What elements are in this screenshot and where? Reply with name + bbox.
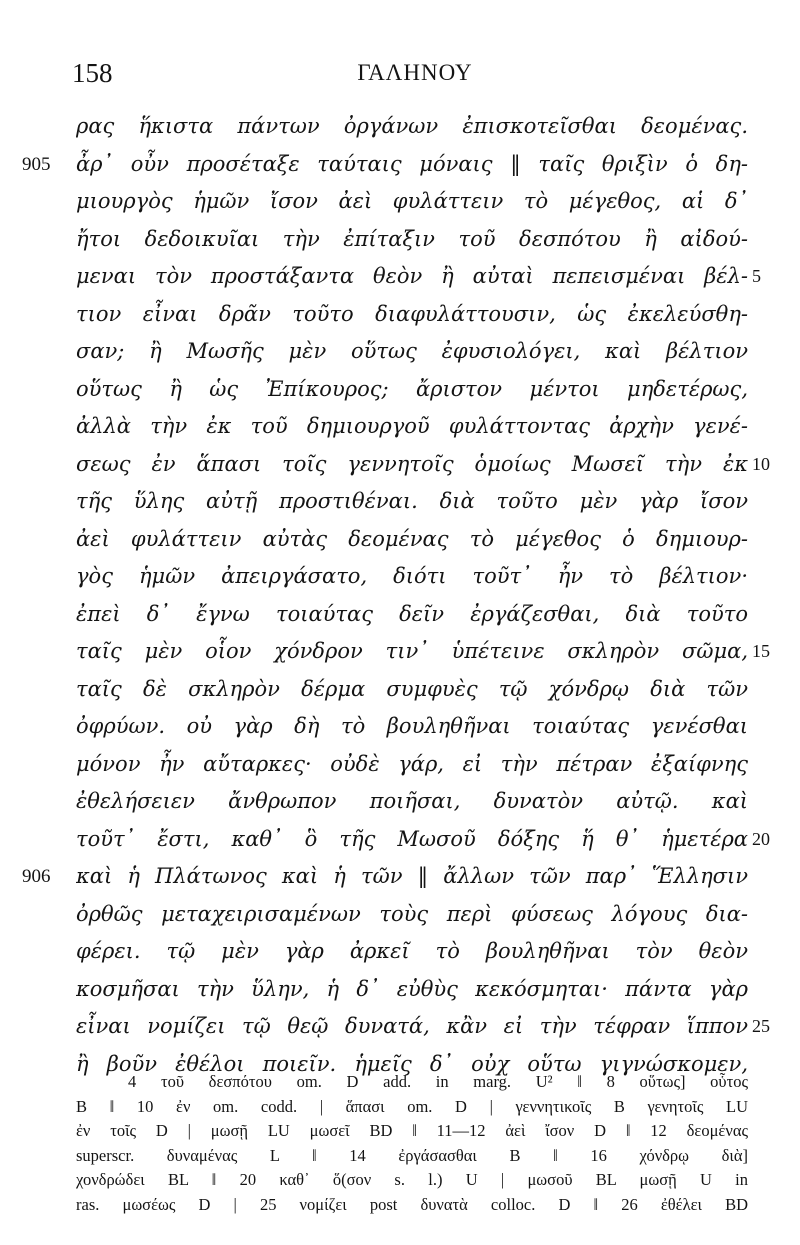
page-header [0,54,800,94]
apparatus-line [0,1168,800,1193]
text-line [0,483,800,521]
text-line [0,633,800,671]
text-line [0,521,800,559]
apparatus-line-content: χονδρώδει BL ‖ 20 καθ᾽ ὅ(σον s. l.) U | μωσοῦ BL μωσῇ U in [76,1170,748,1189]
running-head: ΓΑΛΗΝΟΥ [357,60,473,85]
apparatus-line [0,1193,800,1218]
text-line-content: ἆρ᾽ οὖν προσέταξε ταύταις μόναις ‖ ταῖς θριξὶν ὁ δη- [76,151,748,176]
text-line-content: ἐπεὶ δ᾽ ἔγνω τοιαύτας δεῖν ἐργάζεσθαι, διὰ τοῦτο [76,601,748,626]
text-line [0,221,800,259]
text-line-content: τοῦτ᾽ ἔστι, καθ᾽ ὃ τῆς Μωσοῦ δόξης ἥ θ᾽ ἡμετέρα [76,826,748,851]
critical-apparatus [0,1070,800,1217]
text-line [0,596,800,634]
text-line [0,146,800,184]
text-line-content: ταῖς μὲν οἷον χόνδρον τιν᾽ ὑπέτεινε σκληρὸν σῶμα, [76,639,748,663]
text-line [0,258,800,296]
text-line [0,746,800,784]
text-line [0,671,800,709]
text-line [0,446,800,484]
text-line-content: ἐθελήσειεν ἄνθρωπον ποιῆσαι, δυνατὸν αὐτῷ. καὶ [76,789,748,813]
apparatus-line-content: ras. μωσέως D | 25 νομίζει post δυνατὰ colloc. D ‖ 26 ἐθέλει BD [76,1194,748,1214]
text-line [0,896,800,934]
text-line-content: τῆς ὕλης αὐτῇ προστιθέναι. διὰ τοῦτο μὲν γὰρ ἴσον [76,489,748,513]
text-line [0,108,800,146]
left-margin-number: 905 [22,153,51,175]
main-text-block [0,108,800,1083]
text-line [0,408,800,446]
right-margin-number: 5 [752,266,761,286]
text-line-content: κοσμῆσαι τὴν ὕλην, ἡ δ᾽ εὐθὺς κεκόσμηται· πάντα γὰρ [76,976,748,1001]
apparatus-line-content: ἐν τοῖς D | μωσῇ LU μωσεῖ BD ‖ 11—12 ἀεὶ ἴσον D ‖ 12 δεομένας [76,1121,748,1140]
text-line-content: εἶναι νομίζει τῷ θεῷ δυνατά, κἂν εἰ τὴν τέφραν ἵππον [76,1014,748,1038]
text-line-content: ρας ἥκιστα πάντων ὀργάνων ἐπισκοτεῖσθαι δεομένας. [76,114,748,138]
text-line [0,821,800,859]
right-margin-number: 15 [752,641,770,661]
apparatus-line [0,1119,800,1144]
right-margin-number: 20 [752,828,770,849]
text-line [0,183,800,221]
text-line-content: καὶ ἡ Πλάτωνος καὶ ἡ τῶν ‖ ἄλλων τῶν παρ᾽ Ἕλλησιν [76,864,748,888]
text-line-content: ἀεὶ φυλάττειν αὐτὰς δεομένας τὸ μέγεθος ὁ δημιουρ- [76,526,748,551]
apparatus-line-content: superscr. δυναμένας L ‖ 14 ἐργάσασθαι B ‖ 16 χόνδρῳ διὰ] [76,1145,748,1165]
text-line [0,558,800,596]
text-line [0,296,800,334]
apparatus-line-content: 4 τοῦ δεσπότου om. D add. in marg. U² ‖ 8 οὕτως] οὗτος [128,1072,748,1091]
text-line [0,933,800,971]
text-line [0,783,800,821]
apparatus-line [0,1144,800,1169]
text-line [0,371,800,409]
text-line-content: μεναι τὸν προστάξαντα θεὸν ἢ αὐταὶ πεπεισμέναι βέλ- [76,264,748,288]
text-line-content: φέρει. τῷ μὲν γὰρ ἀρκεῖ τὸ βουληθῆναι τὸν θεὸν [76,939,748,963]
text-line [0,1008,800,1046]
text-line-content: ὀφρύων. οὐ γὰρ δὴ τὸ βουληθῆναι τοιαύτας γενέσθαι [76,714,748,738]
text-line [0,971,800,1009]
text-line-content: γὸς ἡμῶν ἀπειργάσατο, διότι τοῦτ᾽ ἦν τὸ βέλτιον· [76,564,748,588]
text-line-content: ταῖς δὲ σκληρὸν δέρμα συμφυὲς τῷ χόνδρῳ διὰ τῶν [76,676,748,701]
text-line [0,858,800,896]
text-line-content: σαν; ἢ Μωσῆς μὲν οὕτως ἐφυσιολόγει, καὶ βέλτιον [76,339,748,363]
text-line [0,708,800,746]
text-line [0,333,800,371]
text-line-content: ἤτοι δεδοικυῖαι τὴν ἐπίταξιν τοῦ δεσπότου ἢ αἰδού- [76,226,748,251]
right-margin-number: 10 [752,453,770,474]
left-margin-number: 906 [22,866,51,887]
apparatus-line [0,1095,800,1120]
text-line-content: ὀρθῶς μεταχειρισαμένων τοὺς περὶ φύσεως λόγους δια- [76,901,748,926]
apparatus-line-content: B ‖ 10 ἐν om. codd. | ἅπασι om. D | γεννητικοῖς B γενητοῖς LU [76,1096,748,1116]
text-line-content: τιον εἶναι δρᾶν τοῦτο διαφυλάττουσιν, ὡς ἐκελεύσθη- [76,301,748,326]
text-line-content: μόνον ἦν αὔταρκες· οὐδὲ γάρ, εἰ τὴν πέτραν ἐξαίφνης [76,751,748,776]
text-line-content: οὕτως ἢ ὡς Ἐπίκουρος; ἄριστον μέντοι μηδετέρως, [76,376,748,401]
text-line-content: ἀλλὰ τὴν ἐκ τοῦ δημιουργοῦ φυλάττοντας ἀρχὴν γενέ- [76,414,748,438]
text-line-content: ἢ βοῦν ἐθέλοι ποιεῖν. ἡμεῖς δ᾽ οὐχ οὕτω γιγνώσκομεν, [76,1051,748,1076]
right-margin-number: 25 [752,1016,770,1036]
text-line-content: μιουργὸς ἡμῶν ἴσον ἀεὶ φυλάττειν τὸ μέγεθος, αἱ δ᾽ [76,189,748,213]
apparatus-line [0,1070,800,1095]
text-line-content: σεως ἐν ἅπασι τοῖς γεννητοῖς ὁμοίως Μωσεῖ τὴν ἐκ [76,451,748,476]
page-number: 158 [72,58,113,88]
